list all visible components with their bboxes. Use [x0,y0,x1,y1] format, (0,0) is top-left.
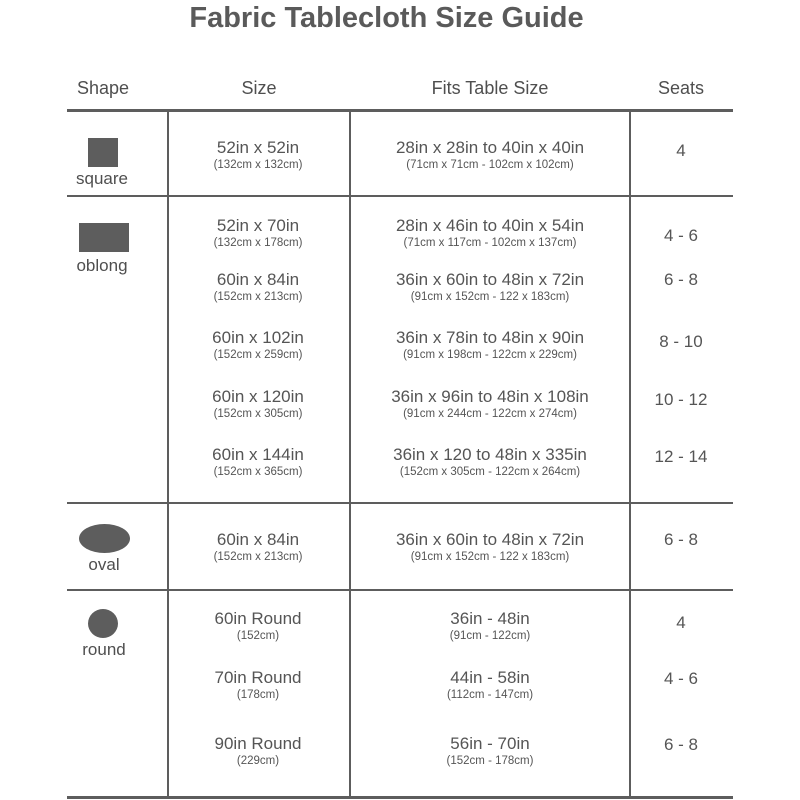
table-row-size [168,733,348,768]
fits-imperial: 36in x 78in to 48in x 90in [395,328,585,347]
table-row-fits [351,327,629,362]
seats-value: 10 - 12 [654,390,708,409]
size-imperial: 90in Round [214,734,302,753]
fits-imperial: 56in - 70in [450,734,530,753]
fits-metric: (91cm x 152cm - 122 x 183cm) [410,551,570,563]
table-row-fits [351,137,629,172]
header-size: Size [241,78,277,98]
table-row-fits [351,667,629,702]
fits-metric: (91cm - 122cm) [449,630,531,642]
table-row-fits [351,733,629,768]
fits-imperial: 36in x 120 to 48in x 335in [393,445,587,464]
table-row-fits [351,269,629,304]
table-row-size [168,529,348,564]
fits-imperial: 36in x 60in to 48in x 72in [395,530,585,549]
fits-metric: (71cm x 71cm - 102cm x 102cm) [406,159,574,171]
shape-label-oblong: oblong [76,256,128,275]
header-seats: Seats [657,78,705,98]
table-row-size [168,608,348,643]
table-row-fits [351,608,629,643]
size-metric: (152cm x 259cm) [213,349,303,361]
shape-label-round: round [82,640,126,659]
shape-label-oval: oval [88,555,120,574]
size-metric: (132cm x 132cm) [213,159,303,171]
oval-shape-icon [79,524,130,553]
size-imperial: 60in x 120in [212,387,304,406]
table-row-fits [351,215,629,250]
table-row-size [168,667,348,702]
table-row-size [168,215,348,250]
table-row-size [168,137,348,172]
header-fits: Fits Table Size [431,78,549,98]
shape-label-square: square [76,169,128,188]
fits-metric: (91cm x 198cm - 122cm x 229cm) [403,349,577,361]
size-imperial: 52in x 70in [216,216,300,235]
rectangle-shape-icon [79,223,129,252]
square-shape-icon [88,138,118,167]
fits-imperial: 36in x 96in to 48in x 108in [391,387,589,406]
fits-metric: (91cm x 244cm - 122cm x 274cm) [403,408,577,420]
size-metric: (152cm x 213cm) [213,291,303,303]
size-metric: (152cm x 213cm) [213,551,303,563]
size-imperial: 52in x 52in [216,138,300,157]
size-metric: (132cm x 178cm) [213,237,303,249]
fits-metric: (152cm x 305cm - 122cm x 264cm) [399,466,581,478]
page-title: Fabric Tablecloth Size Guide [189,2,584,34]
seats-value: 6 - 8 [663,270,699,289]
fits-imperial: 36in x 60in to 48in x 72in [395,270,585,289]
size-imperial: 60in x 144in [212,445,304,464]
seats-value: 8 - 10 [659,332,703,351]
seats-value: 6 - 8 [663,530,699,549]
fits-imperial: 36in - 48in [450,609,530,628]
header-shape: Shape [76,78,130,98]
table-row-fits [351,444,629,479]
seats-value: 4 - 6 [663,669,699,688]
size-metric: (178cm) [236,689,280,701]
size-imperial: 60in Round [214,609,302,628]
table-bottom-border [67,796,733,799]
fits-imperial: 28in x 28in to 40in x 40in [395,138,585,157]
table-row-fits [351,529,629,564]
fits-metric: (112cm - 147cm) [446,689,534,701]
column-divider [629,112,631,796]
fits-metric: (152cm - 178cm) [446,755,534,767]
size-imperial: 60in x 102in [212,328,304,347]
size-imperial: 60in x 84in [216,530,300,549]
table-row-fits [351,386,629,421]
fits-metric: (71cm x 117cm - 102cm x 137cm) [403,237,577,249]
seats-value: 4 [676,613,686,632]
size-metric: (152cm) [236,630,280,642]
seats-value: 4 - 6 [663,226,699,245]
fits-imperial: 44in - 58in [450,668,530,687]
fits-imperial: 28in x 46in to 40in x 54in [395,216,585,235]
seats-value: 12 - 14 [654,447,708,466]
size-imperial: 70in Round [214,668,302,687]
circle-shape-icon [88,609,118,638]
size-imperial: 60in x 84in [216,270,300,289]
table-row-size [168,444,348,479]
table-row-size [168,386,348,421]
table-row-size [168,269,348,304]
seats-value: 6 - 8 [663,735,699,754]
table-row-size [168,327,348,362]
size-metric: (152cm x 365cm) [213,466,303,478]
size-metric: (229cm) [236,755,280,767]
size-metric: (152cm x 305cm) [213,408,303,420]
fits-metric: (91cm x 152cm - 122 x 183cm) [410,291,570,303]
seats-value: 4 [676,141,686,160]
